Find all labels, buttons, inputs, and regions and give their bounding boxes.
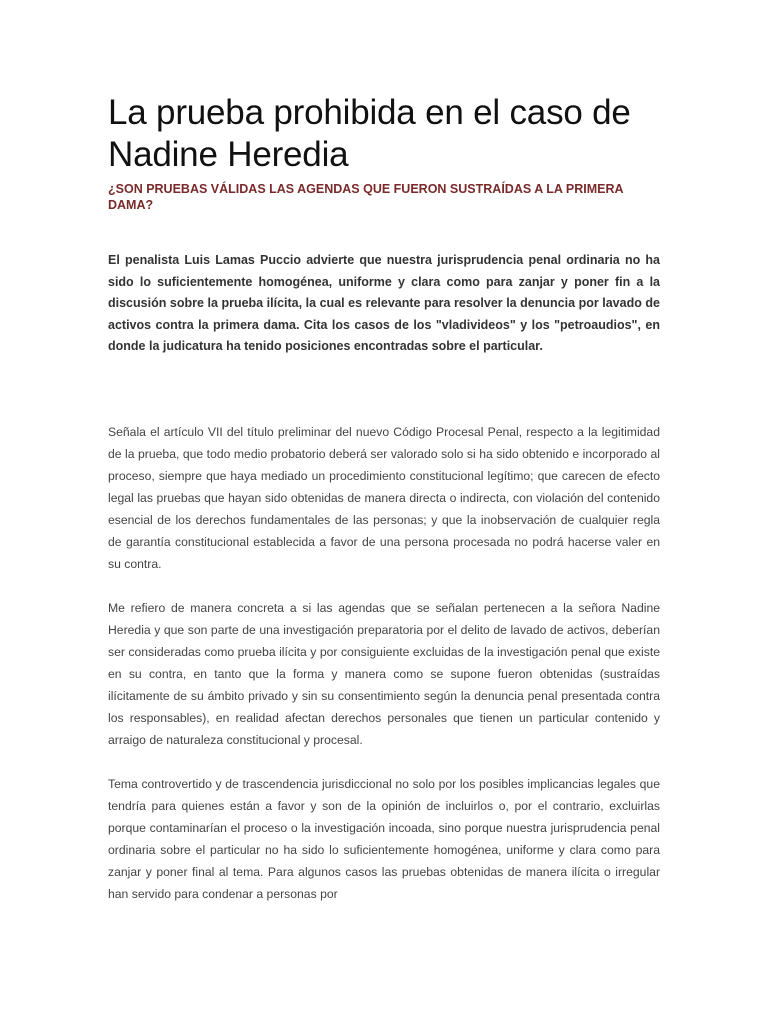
body-paragraph-3: Tema controvertido y de trascendencia jurisdiccional no solo por los posibles implicancias legales que tendría para quienes están a favor y son de la opinión de incluirlos o, por el contrario, excluirlas porque contaminarían el proceso o la investigación incoada, sino porque nuestra jurisprudencia penal ordinaria sobre el particular no ha sido lo suficientemente homogénea, uniforme y clara como para zanjar y poner final al tema. Para algunos casos las pruebas obtenidas de manera ilícita o irregular han servido para condenar a personas por: [108, 776, 660, 901]
article-lead: El penalista Luis Lamas Puccio advierte que nuestra jurisprudencia penal ordinaria no ha sido lo suficientemente homogénea, uniforme y clara como para zanjar y poner fin a la discusión sobre la prueba ilícita, la cual es relevante para resolver la denuncia por lavado de activos contra la primera dama. Cita los casos de los "vladivideos" y los "petroaudios", en donde la judicatura ha tenido posiciones encontradas sobre el particular.: [108, 253, 660, 354]
body-paragraph-2: Me refiero de manera concreta a si las agendas que se señalan pertenecen a la señora Nadine Heredia y que son parte de una investigación preparatoria por el delito de lavado de activos, deberían ser consideradas como prueba ilícita y por consiguiente excluidas de la investigación penal que existe en su contra, en tanto que la forma y manera como se supone fueron obtenidas (sustraídas ilícitamente de su ámbito privado y sin su consentimiento según la denuncia penal presentada contra los responsables), en realidad afectan derechos personales que tienen un particular contenido y arraigo de naturaleza constitucional y procesal.: [108, 600, 660, 747]
body-paragraph-1: Señala el artículo VII del título preliminar del nuevo Código Procesal Penal, respecto a la legitimidad de la prueba, que todo medio probatorio deberá ser valorado solo si ha sido obtenido e incorporado al proceso, siempre que haya mediado un procedimiento constitucional legítimo; que carecen de efecto legal las pruebas que hayan sido obtenidas de manera directa o indirecta, con violación del contenido esencial de los derechos fundamentales de las personas; y que la inobservación de cualquier regla de garantía constitucional establecida a favor de una persona procesada no podrá hacerse valer en su contra.: [108, 424, 660, 571]
article-title: La prueba prohibida en el caso de Nadine Heredia: [108, 93, 631, 174]
article-subtitle: ¿SON PRUEBAS VÁLIDAS LAS AGENDAS QUE FUERON SUSTRAÍDAS A LA PRIMERA DAMA?: [108, 182, 624, 212]
